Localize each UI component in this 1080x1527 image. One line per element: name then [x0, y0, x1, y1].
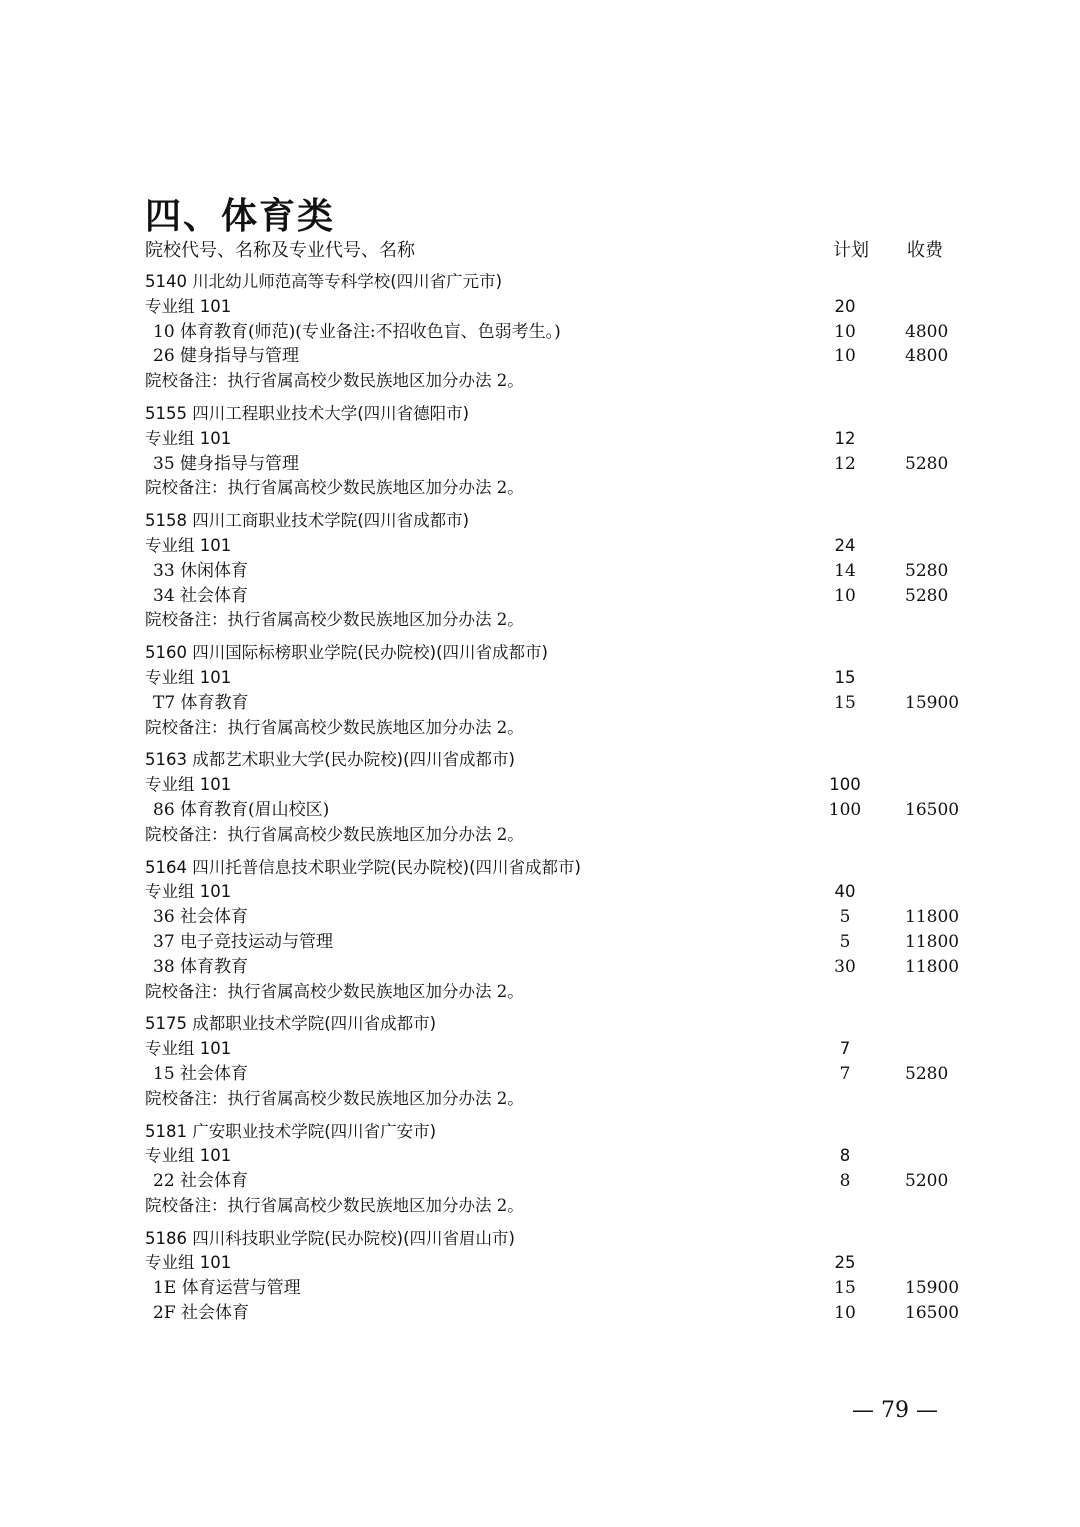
major-fee: 15900 [905, 1278, 960, 1299]
school-note-row [145, 608, 955, 633]
major-group-row [145, 773, 955, 798]
major-group-row [145, 1251, 955, 1276]
major-group-label: 专业组 101 [145, 1039, 232, 1059]
school-title-row [145, 748, 955, 773]
major-plan: 15 [834, 692, 856, 713]
school-title-row [145, 402, 955, 427]
block-spacer [145, 633, 955, 641]
major-fee: 5280 [905, 560, 949, 581]
school-title: 5140 川北幼儿师范高等专科学校(四川省广元市) [145, 272, 503, 291]
major-name: 26 健身指导与管理 [153, 346, 300, 367]
major-row [145, 691, 960, 716]
school-title-row [145, 1012, 955, 1037]
major-plan: 12 [834, 453, 856, 474]
school-note-row [145, 823, 955, 848]
school-note [145, 1087, 524, 1112]
major-name: 37 电子竞技运动与管理 [153, 931, 334, 952]
school-title: 5160 四川国际标榜职业学院(民办院校)(四川省成都市) [145, 643, 548, 663]
school-note [145, 823, 524, 848]
table-header [145, 236, 945, 264]
major-row [145, 1169, 955, 1194]
major-group-row [145, 1144, 955, 1169]
major-name: 22 社会体育 [153, 1171, 249, 1192]
major-row [145, 1276, 960, 1301]
major-fee: 16500 [905, 1303, 960, 1324]
school-title: 5163 成都艺术职业大学(民办院校)(四川省成都市) [145, 750, 515, 770]
school-note-row [145, 980, 955, 1005]
block-spacer [145, 740, 955, 748]
school-note [145, 369, 524, 394]
school-note-label: 院校备注： [145, 1195, 228, 1215]
section-title: 四、体育类 [145, 196, 336, 237]
school-note-row [145, 476, 955, 501]
major-plan: 10 [834, 585, 856, 606]
major-row [145, 1301, 960, 1326]
school-title-row [145, 270, 955, 295]
major-group-row [145, 534, 955, 559]
major-fee: 5200 [905, 1171, 949, 1192]
school-title-row [145, 856, 955, 881]
school-title: 5164 四川托普信息技术职业学院(民办院校)(四川省成都市) [145, 857, 581, 877]
major-row [145, 955, 960, 980]
school-note-row [145, 1194, 955, 1219]
major-plan: 15 [834, 1278, 856, 1299]
major-group-row [145, 666, 955, 691]
major-fee: 11800 [905, 907, 960, 928]
page-number: — 79 — [852, 1398, 938, 1423]
major-group-plan: 7 [839, 1039, 851, 1059]
school-note-text: 执行省属高校少数民族地区加分办法 2。 [227, 478, 524, 498]
major-group-label: 专业组 101 [145, 882, 232, 902]
block-spacer [145, 501, 955, 509]
school-note-row [145, 369, 955, 394]
major-plan: 5 [839, 931, 851, 952]
school-note-label: 院校备注： [145, 610, 228, 630]
major-group-label: 专业组 101 [145, 1253, 232, 1273]
header-plan-column: 计划 [833, 240, 869, 261]
school-note-text: 执行省属高校少数民族地区加分办法 2。 [227, 981, 524, 1001]
major-fee: 4800 [905, 321, 949, 342]
school-note-row [145, 1087, 955, 1112]
school-title: 5181 广安职业技术学院(四川省广安市) [145, 1121, 437, 1141]
school-block [145, 402, 955, 501]
major-plan: 8 [839, 1171, 851, 1192]
school-title-row [145, 641, 955, 666]
major-row [145, 452, 955, 477]
school-note [145, 608, 524, 633]
school-note-text: 执行省属高校少数民族地区加分办法 2。 [227, 1088, 524, 1108]
major-fee: 5280 [905, 1063, 949, 1084]
major-plan: 100 [828, 799, 862, 820]
major-fee: 5280 [905, 585, 949, 606]
major-group-plan: 20 [834, 296, 856, 316]
major-name: 38 体育教育 [153, 956, 249, 977]
major-fee: 15900 [905, 692, 960, 713]
admission-plan-list [145, 270, 960, 1326]
major-fee: 16500 [905, 799, 960, 820]
school-title-row [145, 1120, 955, 1145]
school-title: 5155 四川工程职业技术大学(四川省德阳市) [145, 403, 470, 423]
school-note-text: 执行省属高校少数民族地区加分办法 2。 [227, 1195, 524, 1215]
school-title: 5158 四川工商职业技术学院(四川省成都市) [145, 511, 470, 531]
school-note-text: 执行省属高校少数民族地区加分办法 2。 [227, 824, 524, 844]
major-group-plan: 40 [834, 882, 856, 902]
school-block [145, 748, 960, 847]
major-fee: 11800 [905, 931, 960, 952]
major-plan: 10 [834, 1303, 856, 1324]
major-group-row [145, 427, 955, 452]
school-title: 5175 成都职业技术学院(四川省成都市) [145, 1014, 437, 1034]
major-group-row [145, 295, 955, 320]
major-row [145, 584, 955, 609]
major-name: 34 社会体育 [153, 585, 249, 606]
school-note-label: 院校备注： [145, 478, 228, 498]
major-plan: 10 [834, 321, 856, 342]
major-name: 10 体育教育(师范)(专业备注:不招收色盲、色弱考生。) [153, 321, 561, 342]
major-group-plan: 25 [834, 1253, 856, 1273]
major-group-row [145, 1037, 955, 1062]
school-note-label: 院校备注： [145, 1088, 228, 1108]
school-title-row [145, 1227, 955, 1252]
major-name: 33 休闲体育 [153, 560, 249, 581]
school-title: 5186 四川科技职业学院(民办院校)(四川省眉山市) [145, 1228, 515, 1248]
major-group-plan: 100 [829, 775, 861, 795]
school-block [145, 1012, 955, 1111]
block-spacer [145, 1004, 955, 1012]
school-block [145, 641, 960, 740]
school-note [145, 476, 524, 501]
major-group-label: 专业组 101 [145, 296, 232, 316]
major-name: 15 社会体育 [153, 1063, 249, 1084]
major-row [145, 344, 955, 369]
school-title-row [145, 509, 955, 534]
school-note-label: 院校备注： [145, 824, 228, 844]
major-row [145, 798, 960, 823]
school-note [145, 716, 524, 741]
school-note-label: 院校备注： [145, 981, 228, 1001]
header-name-column: 院校代号、名称及专业代号、名称 [145, 240, 415, 261]
major-group-label: 专业组 101 [145, 775, 232, 795]
major-group-label: 专业组 101 [145, 667, 232, 687]
major-name: 86 体育教育(眉山校区) [153, 799, 330, 820]
major-group-plan: 8 [839, 1146, 851, 1166]
major-group-label: 专业组 101 [145, 1146, 232, 1166]
major-group-plan: 15 [834, 667, 856, 687]
major-name: 36 社会体育 [153, 907, 249, 928]
header-fee-column: 收费 [907, 240, 943, 261]
block-spacer [145, 394, 955, 402]
school-note-label: 院校备注： [145, 717, 228, 737]
school-note-text: 执行省属高校少数民族地区加分办法 2。 [227, 717, 524, 737]
school-block [145, 509, 955, 633]
school-block [145, 856, 960, 1005]
major-plan: 14 [834, 560, 856, 581]
major-name: 35 健身指导与管理 [153, 453, 300, 474]
major-plan: 5 [839, 907, 851, 928]
major-fee: 11800 [905, 956, 960, 977]
major-group-row [145, 880, 955, 905]
major-plan: 10 [834, 346, 856, 367]
major-name: T7 体育教育 [153, 692, 249, 713]
block-spacer [145, 1112, 955, 1120]
major-row [145, 320, 955, 345]
block-spacer [145, 1219, 955, 1227]
major-row [145, 1062, 955, 1087]
major-plan: 7 [839, 1063, 851, 1084]
major-fee: 4800 [905, 346, 949, 367]
major-fee: 5280 [905, 453, 949, 474]
school-block [145, 270, 955, 394]
school-note-text: 执行省属高校少数民族地区加分办法 2。 [227, 610, 524, 630]
major-group-plan: 24 [834, 535, 856, 555]
major-name: 2F 社会体育 [153, 1303, 250, 1324]
major-row [145, 559, 955, 584]
major-group-label: 专业组 101 [145, 428, 232, 448]
major-group-plan: 12 [834, 428, 856, 448]
major-group-label: 专业组 101 [145, 535, 232, 555]
school-note-text: 执行省属高校少数民族地区加分办法 2。 [227, 371, 524, 391]
school-note-row [145, 716, 955, 741]
school-block [145, 1120, 955, 1219]
school-note [145, 1194, 524, 1219]
school-note [145, 980, 524, 1005]
block-spacer [145, 848, 955, 856]
major-row [145, 930, 960, 955]
major-plan: 30 [834, 956, 856, 977]
major-row [145, 905, 960, 930]
school-note-label: 院校备注： [145, 371, 228, 391]
school-block [145, 1227, 960, 1326]
major-name: 1E 体育运营与管理 [153, 1278, 301, 1299]
